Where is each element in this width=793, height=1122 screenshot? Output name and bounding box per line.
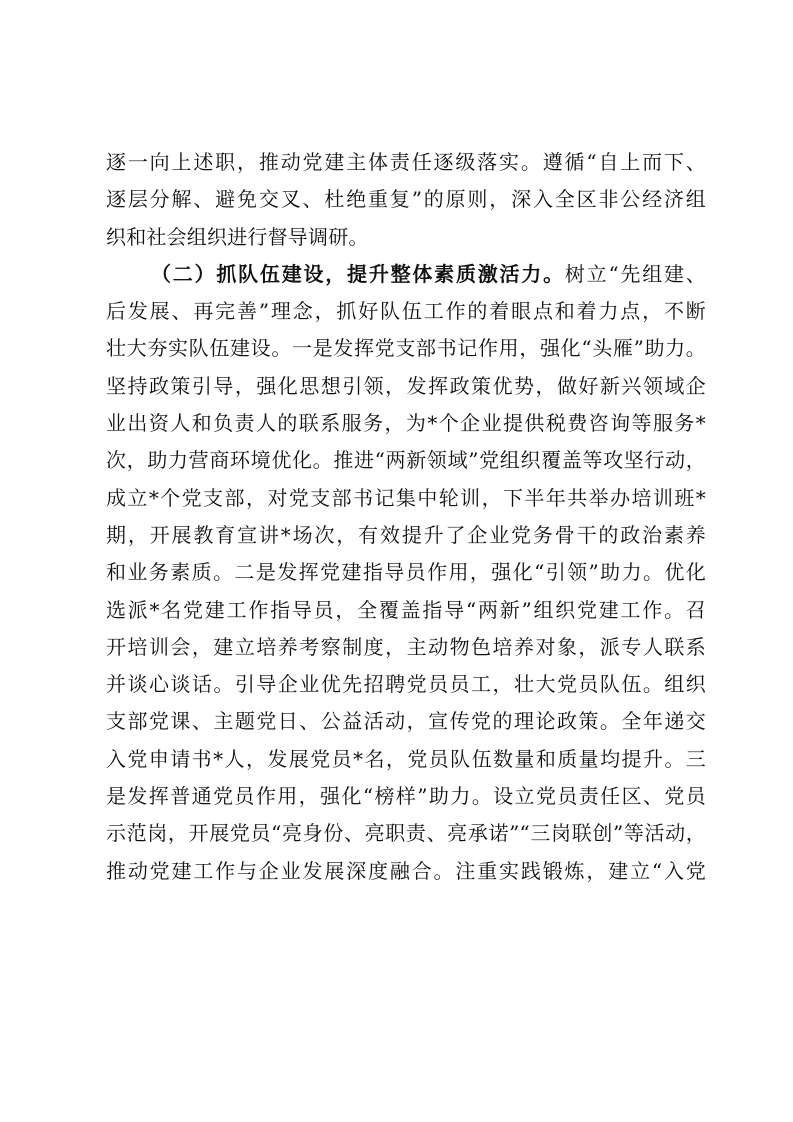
paragraph [106, 144, 706, 256]
document-body [106, 144, 706, 890]
text-line: 成立*个党支部，对党支部书记集中轮训，下半年共举办培训班* [106, 485, 706, 510]
text-line: 是发挥普通党员作用，强化“榜样”助力。设立党员责任区、党员 [106, 784, 706, 809]
text-line: 和业务素质。二是发挥党建指导员作用，强化“引领”助力。优化 [106, 560, 706, 585]
text-line: 逐一向上述职，推动党建主体责任逐级落实。遵循“自上而下、 [106, 150, 706, 174]
text-line: 后发展、再完善”理念，抓好队伍工作的着眼点和着力点，不断 [106, 299, 706, 324]
section-heading: （二）抓队伍建设，提升整体素质激活力。 [151, 261, 565, 286]
text-line: 业出资人和负责人的联系服务，为*个企业提供税费咨询等服务* [106, 411, 706, 436]
text-run: 树立“先组建、 [564, 261, 706, 286]
text-line: 逐层分解、避免交叉、杜绝重复”的原则，深入全区非公经济组 [106, 187, 706, 212]
text-line [106, 256, 706, 293]
text-line: 开培训会，建立培养考察制度，主动物色培养对象，派专人联系 [106, 634, 706, 659]
text-line: 支部党课、主题党日、公益活动，宣传党的理论政策。全年递交 [106, 709, 706, 734]
text-line: 次，助力营商环境优化。推进“两新领域”党组织覆盖等攻坚行动， [106, 448, 706, 473]
text-line: 并谈心谈话。引导企业优先招聘党员员工，壮大党员队伍。组织 [106, 672, 706, 697]
text-line: 坚持政策引导，强化思想引领，发挥政策优势，做好新兴领域企 [106, 373, 706, 398]
text-line: 织和社会组织进行督导调研。 [106, 224, 369, 249]
text-line: 入党申请书*人，发展党员*名，党员队伍数量和质量均提升。三 [106, 746, 706, 771]
text-line: 期，开展教育宣讲*场次，有效提升了企业党务骨干的政治素养 [106, 522, 706, 547]
text-line: 推动党建工作与企业发展深度融合。注重实践锻炼，建立“入党 [106, 858, 706, 883]
paragraph [106, 256, 706, 890]
text-line: 示范岗，开展党员“亮身份、亮职责、亮承诺”“三岗联创”等活动， [106, 821, 706, 846]
text-line: 壮大夯实队伍建设。一是发挥党支部书记作用，强化“头雁”助力。 [106, 336, 706, 361]
text-line: 选派*名党建工作指导员，全覆盖指导“两新”组织党建工作。召 [106, 597, 706, 622]
